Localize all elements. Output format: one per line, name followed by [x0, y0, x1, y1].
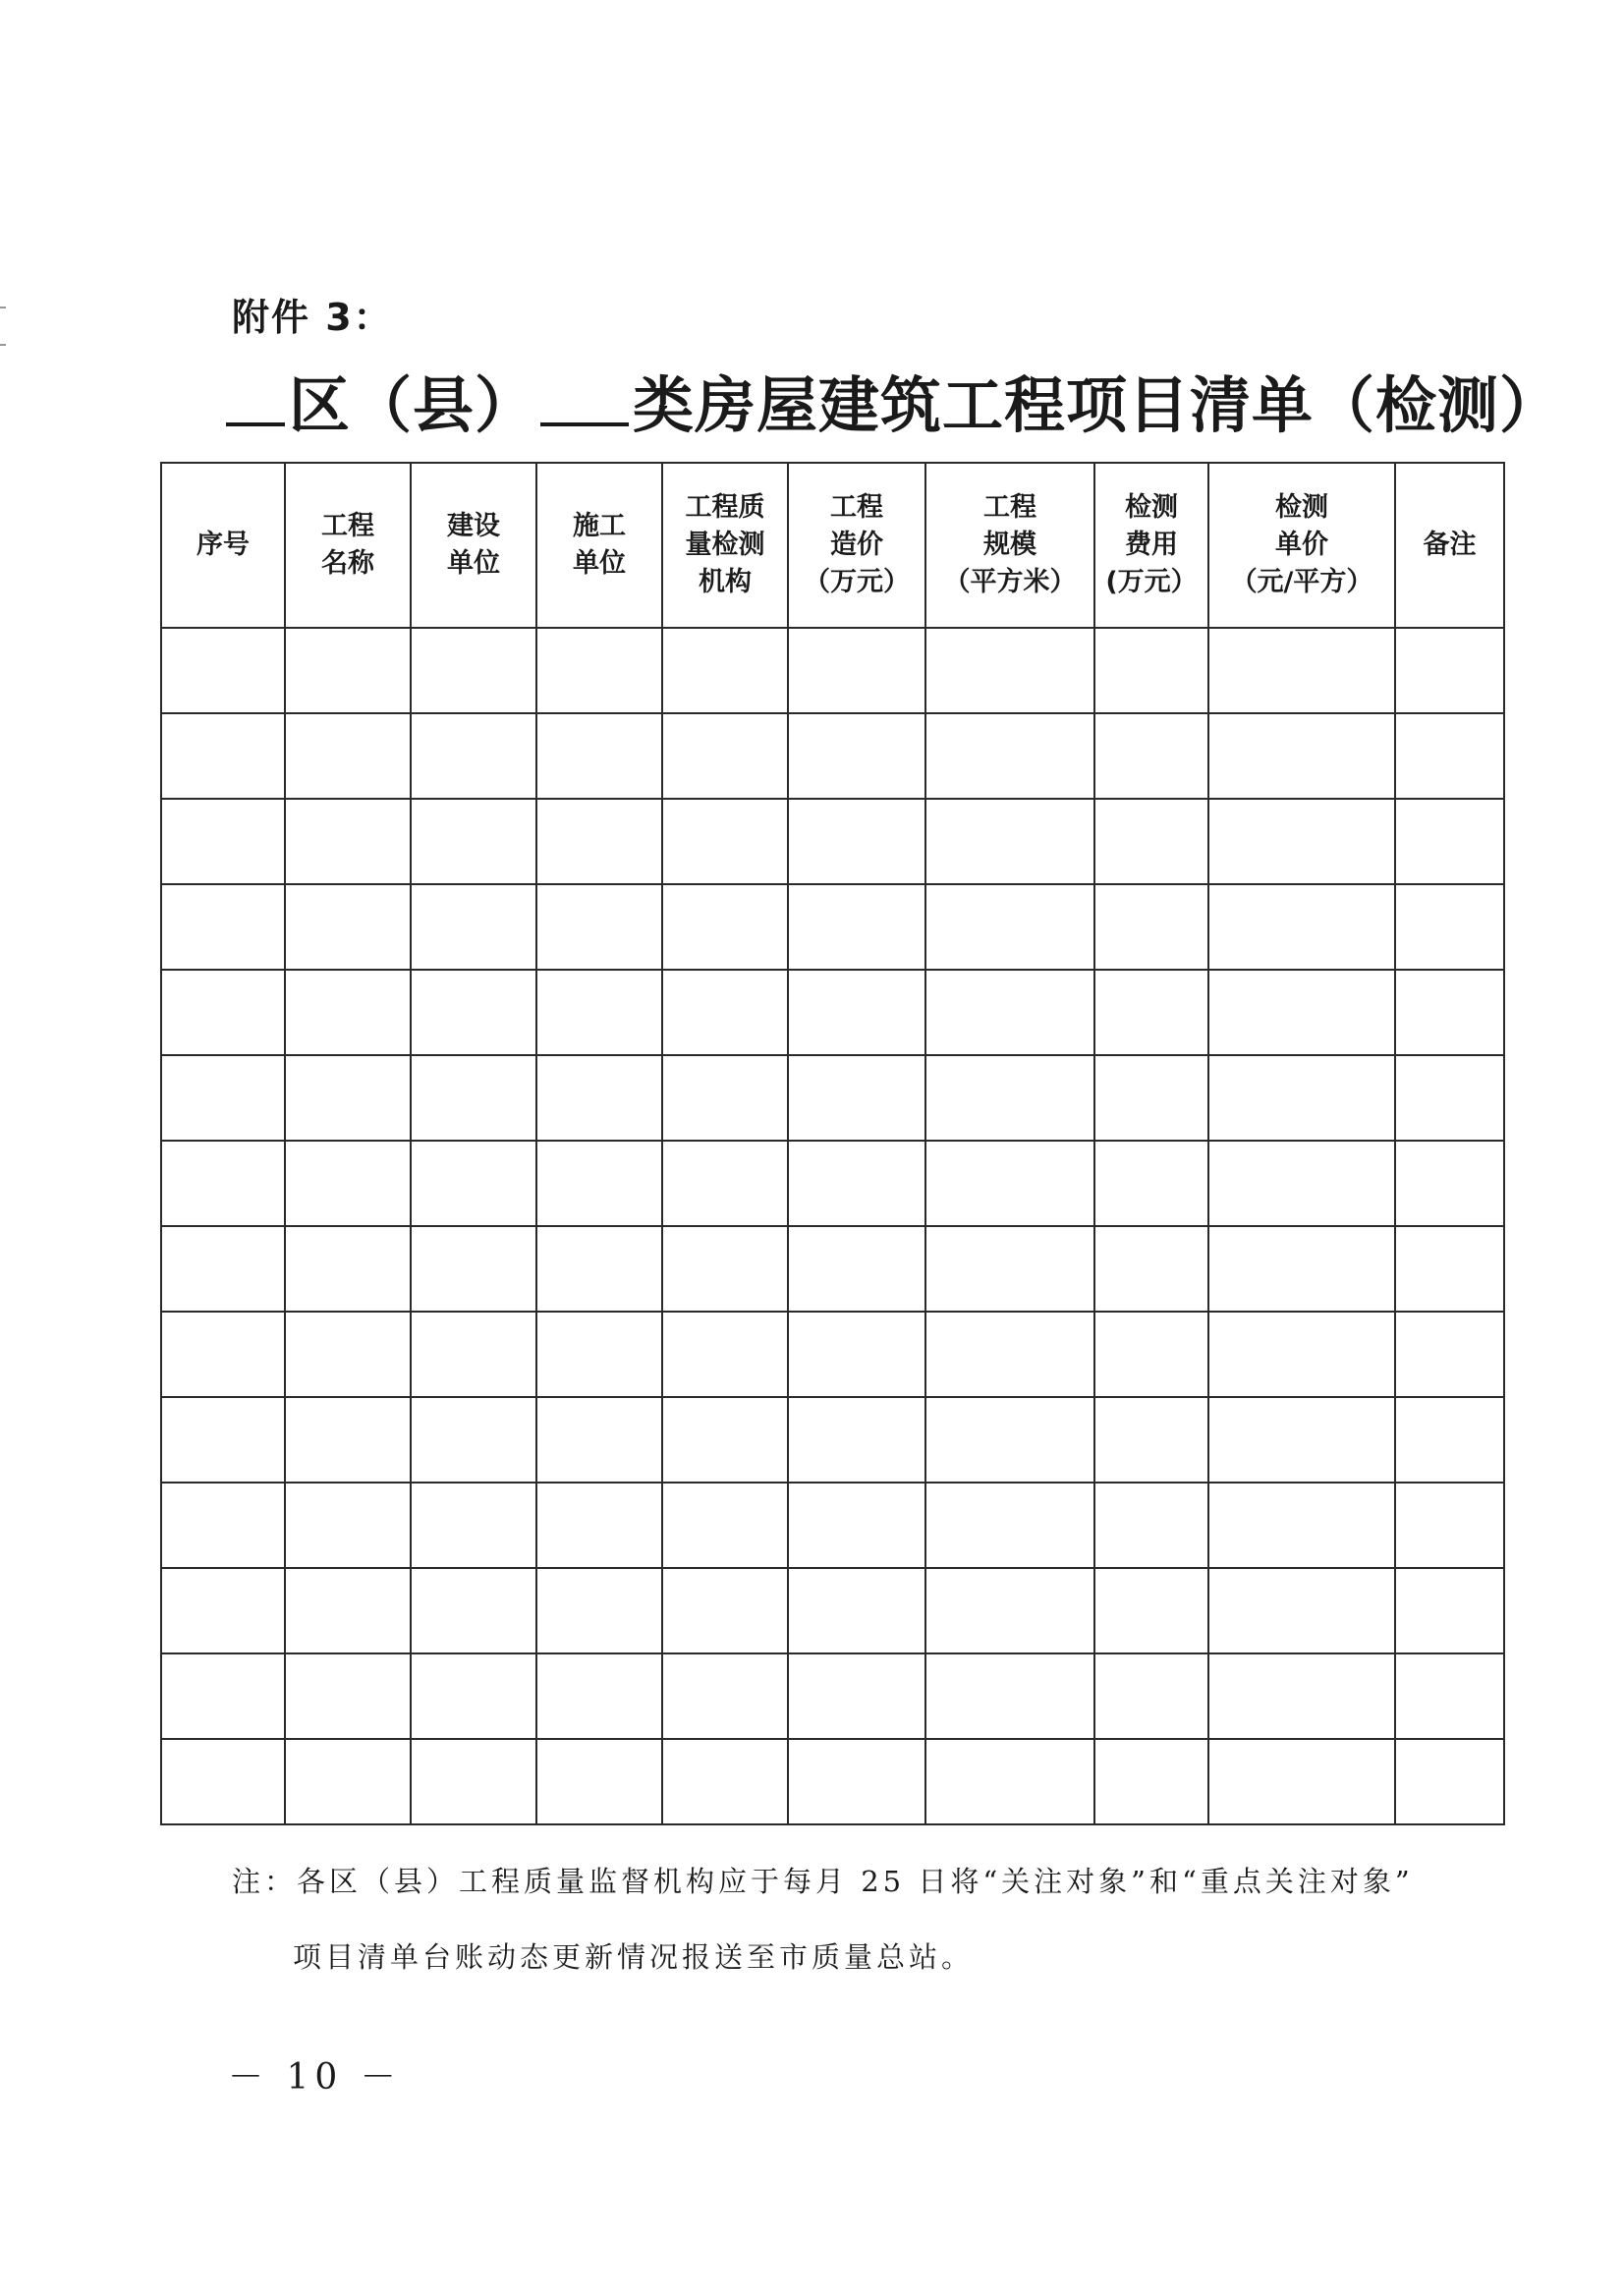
table-cell: [285, 713, 411, 799]
table-cell: [536, 884, 662, 970]
table-cell: [925, 1312, 1094, 1397]
column-header-line: 单位: [447, 548, 500, 579]
table-cell: [411, 1055, 536, 1141]
table-cell: [536, 713, 662, 799]
table-cell: [925, 1141, 1094, 1226]
table-cell: [1395, 1397, 1504, 1483]
table-cell: [536, 1483, 662, 1568]
table-cell: [788, 1397, 925, 1483]
column-header-line: 量检测: [685, 530, 765, 560]
table-cell: [411, 1739, 536, 1824]
page-edge-mark: [0, 307, 6, 346]
table-cell: [662, 713, 788, 799]
table-cell: [161, 1055, 285, 1141]
table-row: [161, 1653, 1504, 1739]
table-cell: [1395, 1141, 1504, 1226]
table-cell: [925, 1483, 1094, 1568]
table-cell: [285, 1397, 411, 1483]
district-blank: [226, 365, 285, 426]
table-cell: [1094, 1141, 1208, 1226]
column-header-line: （元/平方）: [1230, 567, 1373, 597]
column-header-line: 工程: [983, 492, 1036, 523]
table-cell: [662, 1739, 788, 1824]
title-part-2: 类房屋建筑工程项目清单（检测）: [633, 369, 1562, 441]
column-header-line: 工程质: [685, 492, 765, 523]
table-cell: [161, 1568, 285, 1653]
table-cell: [662, 1055, 788, 1141]
table-cell: [788, 628, 925, 713]
table-cell: [161, 1141, 285, 1226]
table-cell: [1395, 628, 1504, 713]
table-cell: [411, 1312, 536, 1397]
table-cell: [536, 1653, 662, 1739]
column-header-line: 规模: [983, 530, 1036, 560]
table-cell: [285, 1226, 411, 1312]
table-cell: [662, 1397, 788, 1483]
table-cell: [285, 1483, 411, 1568]
table-cell: [285, 799, 411, 884]
table-cell: [1208, 1312, 1395, 1397]
table-cell: [161, 1312, 285, 1397]
table-cell: [1208, 1397, 1395, 1483]
table-row: [161, 1312, 1504, 1397]
table-cell: [925, 884, 1094, 970]
table-cell: [411, 713, 536, 799]
table-cell: [662, 1141, 788, 1226]
table-cell: [1094, 1653, 1208, 1739]
table-cell: [1395, 1312, 1504, 1397]
table-row: [161, 628, 1504, 713]
project-list-table: [160, 462, 1505, 1825]
table-row: [161, 970, 1504, 1055]
table-cell: [411, 1226, 536, 1312]
table-cell: [1094, 1568, 1208, 1653]
table-cell: [1395, 713, 1504, 799]
column-header-line: 检测: [1275, 492, 1328, 523]
table-cell: [1094, 884, 1208, 970]
table-cell: [1395, 1568, 1504, 1653]
column-header: [411, 463, 536, 628]
table-row: [161, 884, 1504, 970]
table-cell: [1208, 1739, 1395, 1824]
table-cell: [1395, 1483, 1504, 1568]
table-cell: [1094, 1397, 1208, 1483]
column-header: [536, 463, 662, 628]
table-cell: [161, 713, 285, 799]
table-cell: [788, 1226, 925, 1312]
table-cell: [1208, 1568, 1395, 1653]
table-cell: [161, 1739, 285, 1824]
table-cell: [925, 1397, 1094, 1483]
table-cell: [411, 628, 536, 713]
table-cell: [1208, 970, 1395, 1055]
table-cell: [662, 1568, 788, 1653]
table-cell: [285, 1568, 411, 1653]
column-header-line: (万元）: [1105, 567, 1198, 597]
table-cell: [925, 1226, 1094, 1312]
table-cell: [1094, 1055, 1208, 1141]
attachment-label: 附件 3：: [232, 296, 393, 339]
table-row: [161, 1568, 1504, 1653]
table-cell: [925, 1653, 1094, 1739]
table-cell: [1094, 1312, 1208, 1397]
column-header-line: 施工: [573, 511, 626, 541]
column-header-line: 造价: [830, 530, 883, 560]
table-cell: [788, 1312, 925, 1397]
table-cell: [285, 1055, 411, 1141]
table-cell: [285, 1312, 411, 1397]
table-cell: [1395, 884, 1504, 970]
column-header-line: （万元）: [804, 567, 910, 597]
table-cell: [411, 1397, 536, 1483]
table-cell: [662, 970, 788, 1055]
table-cell: [161, 970, 285, 1055]
table-cell: [1395, 1739, 1504, 1824]
table-cell: [1094, 970, 1208, 1055]
table-cell: [285, 884, 411, 970]
table-cell: [411, 1141, 536, 1226]
table-cell: [788, 1568, 925, 1653]
table-cell: [788, 970, 925, 1055]
column-header-line: 工程: [321, 511, 374, 541]
table-row: [161, 1055, 1504, 1141]
table-cell: [411, 799, 536, 884]
table-cell: [788, 713, 925, 799]
column-header-line: 工程: [830, 492, 883, 523]
table-cell: [1395, 1653, 1504, 1739]
table-cell: [536, 1739, 662, 1824]
table-cell: [411, 1568, 536, 1653]
table-cell: [788, 1483, 925, 1568]
column-header: [925, 463, 1094, 628]
table-cell: [1208, 713, 1395, 799]
column-header-line: 名称: [321, 548, 374, 579]
table-cell: [536, 1055, 662, 1141]
table-cell: [536, 970, 662, 1055]
table-cell: [788, 884, 925, 970]
table-cell: [285, 970, 411, 1055]
table-cell: [1094, 628, 1208, 713]
column-header: [161, 463, 285, 628]
column-header: [788, 463, 925, 628]
column-header: [662, 463, 788, 628]
table-cell: [788, 1739, 925, 1824]
title-part-1: 区（县）: [289, 369, 537, 441]
table-cell: [161, 884, 285, 970]
table-cell: [1208, 1141, 1395, 1226]
column-header-line: 单位: [573, 548, 626, 579]
note-line-1: 注：各区（县）工程质量监督机构应于每月 25 日将“关注对象”和“重点关注对象”: [232, 1865, 1414, 1898]
table-row: [161, 1141, 1504, 1226]
table-row: [161, 799, 1504, 884]
table-cell: [536, 1141, 662, 1226]
table-cell: [662, 1226, 788, 1312]
table-cell: [1094, 1483, 1208, 1568]
table-cell: [161, 1226, 285, 1312]
column-header-line: 机构: [699, 567, 752, 597]
table-cell: [1208, 1055, 1395, 1141]
table-cell: [1094, 1739, 1208, 1824]
table-cell: [662, 884, 788, 970]
table-cell: [1094, 1226, 1208, 1312]
table-cell: [925, 1739, 1094, 1824]
table-cell: [662, 1312, 788, 1397]
table-cell: [536, 1568, 662, 1653]
table-cell: [1395, 1055, 1504, 1141]
category-blank: [540, 365, 629, 426]
table-cell: [1395, 799, 1504, 884]
table-cell: [285, 1141, 411, 1226]
column-header-line: 建设: [447, 511, 500, 541]
table-cell: [925, 628, 1094, 713]
table-cell: [285, 1739, 411, 1824]
table-cell: [925, 1568, 1094, 1653]
table-cell: [1395, 1226, 1504, 1312]
table-cell: [1208, 884, 1395, 970]
column-header-line: 费用: [1125, 530, 1178, 560]
table-cell: [285, 1653, 411, 1739]
table-cell: [788, 1141, 925, 1226]
table-cell: [536, 799, 662, 884]
table-row: [161, 1226, 1504, 1312]
table-cell: [1094, 713, 1208, 799]
table-cell: [1395, 970, 1504, 1055]
table-cell: [411, 1483, 536, 1568]
table-cell: [1208, 1483, 1395, 1568]
column-header-line: 备注: [1423, 530, 1477, 560]
table-cell: [536, 1312, 662, 1397]
table-row: [161, 1483, 1504, 1568]
column-header-line: 检测: [1125, 492, 1178, 523]
table-cell: [925, 1055, 1094, 1141]
column-header: [285, 463, 411, 628]
table-cell: [411, 884, 536, 970]
table-cell: [662, 1653, 788, 1739]
table-cell: [662, 799, 788, 884]
table-cell: [788, 799, 925, 884]
column-header-line: 序号: [196, 530, 250, 560]
note-line-2: 项目清单台账动态更新情况报送至市质量总站。: [293, 1940, 975, 1974]
page-number: － 10 －: [228, 2057, 402, 2098]
table-cell: [788, 1055, 925, 1141]
column-header-line: （平方米）: [943, 567, 1077, 597]
column-header: [1208, 463, 1395, 628]
table-cell: [662, 1483, 788, 1568]
table-cell: [1208, 799, 1395, 884]
table-cell: [1208, 1226, 1395, 1312]
column-header: [1395, 463, 1504, 628]
table-row: [161, 1739, 1504, 1824]
table-cell: [925, 799, 1094, 884]
table-cell: [161, 1483, 285, 1568]
table-cell: [161, 628, 285, 713]
table-cell: [285, 628, 411, 713]
table-cell: [161, 1397, 285, 1483]
document-title: [226, 365, 1562, 445]
table-cell: [788, 1653, 925, 1739]
table-row: [161, 713, 1504, 799]
table-cell: [411, 970, 536, 1055]
table-cell: [536, 1226, 662, 1312]
table-cell: [536, 628, 662, 713]
table-cell: [161, 1653, 285, 1739]
table-cell: [536, 1397, 662, 1483]
table-cell: [925, 713, 1094, 799]
table-header-row: [161, 463, 1504, 628]
table-body: [161, 628, 1504, 1824]
table-cell: [925, 970, 1094, 1055]
column-header-line: 单价: [1275, 530, 1328, 560]
table-row: [161, 1397, 1504, 1483]
table-cell: [1094, 799, 1208, 884]
table-cell: [1208, 1653, 1395, 1739]
column-header: [1094, 463, 1208, 628]
table-cell: [1208, 628, 1395, 713]
table-cell: [161, 799, 285, 884]
table-cell: [411, 1653, 536, 1739]
table-cell: [662, 628, 788, 713]
